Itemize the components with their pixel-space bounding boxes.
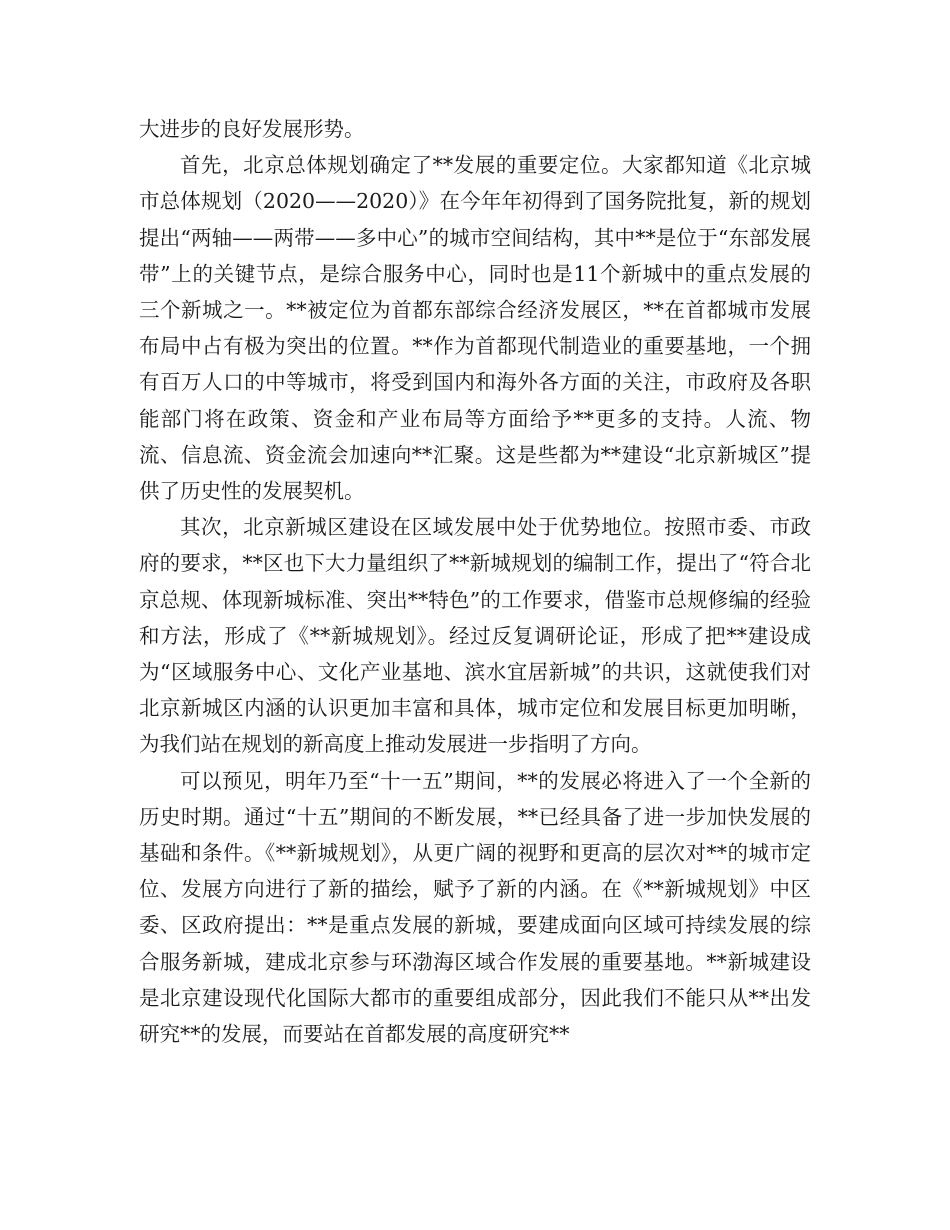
paragraph-new-city-planning: 其次，北京新城区建设在区域发展中处于优势地位。按照市委、市政府的要求，**区也下大力量组织了**新城规划的编制工作，提出了“符合北京总规、体现新城标准、突出**特色”的工作要求，借鉴市总规修编的经验和方法，形成了《**新城规划》。经过反复调研论证，形成了把**建设成为“区域服务中心、文化产业基地、滨水宜居新城”的共识，这就使我们对北京新城区内涵的认识更加丰富和具体，城市定位和发展目标更加明晰，为我们站在规划的新高度上推动发展进一步指明了方向。 — [139, 515, 811, 757]
paragraph-beijing-master-plan: 首先，北京总体规划确定了**发展的重要定位。大家都知道《北京城市总体规划（2020——2020）》在今年年初得到了国务院批复，新的规划提出“两轴——两带——多中心”的城市空间结构，其中**是位于“东部发展带”上的关键节点，是综合服务中心，同时也是11个新城中的重点发展的三个新城之一。**被定位为首都东部综合经济发展区，**在首都城市发展布局中占有极为突出的位置。**作为首都现代制造业的重要基地，一个拥有百万人口的中等城市，将受到国内和海外各方面的关注，市政府及各职能部门将在政策、资金和产业布局等方面给予**更多的支持。人流、物流、信息流、资金流会加速向**汇聚。这是些都为**建设“北京新城区”提供了历史性的发展契机。 — [139, 153, 811, 504]
paragraph-eleventh-five-year: 可以预见，明年乃至“十一五”期间，**的发展必将进入了一个全新的历史时期。通过“十五”期间的不断发展，**已经具备了进一步加快发展的基础和条件。《**新城规划》，从更广阔的视野和更高的层次对**的城市定位、发展方向进行了新的描绘，赋予了新的内涵。在《**新城规划》中区委、区政府提出：**是重点发展的新城，要建成面向区域可持续发展的综合服务新城，建成北京参与环渤海区域合作发展的重要基地。**新城建设是北京建设现代化国际大都市的重要组成部分，因此我们不能只从**出发研究**的发展，而要站在首都发展的高度研究** — [139, 768, 811, 1047]
document-body — [139, 111, 811, 1052]
paragraph-continuation: 大进步的良好发展形势。 — [139, 117, 365, 141]
